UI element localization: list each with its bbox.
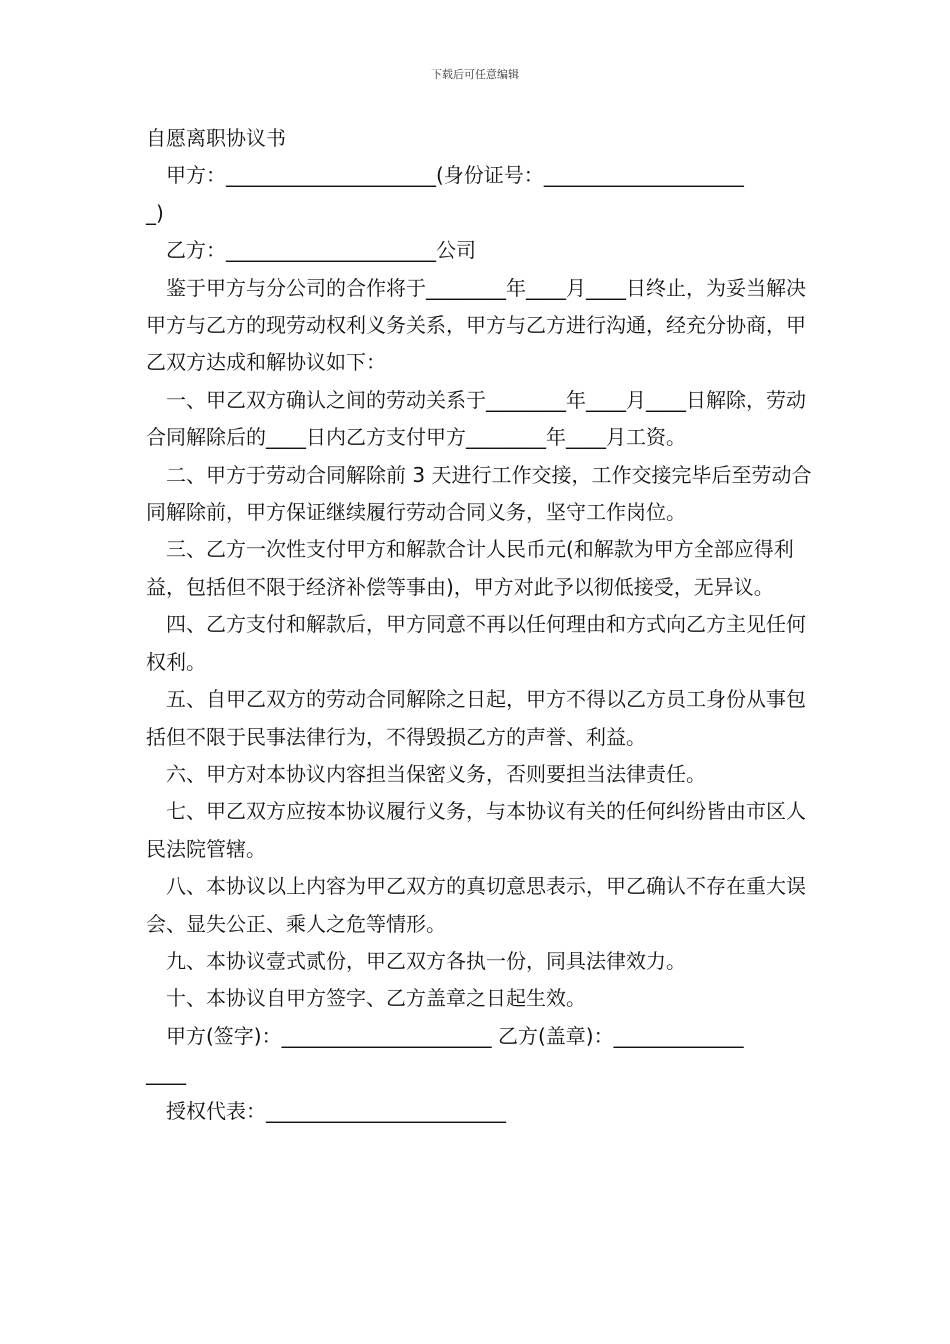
clause-3: 三、乙方一次性支付甲方和解款合计人民币元(和解款为甲方全部应得利益，包括但不限于经济补偿等事由)，甲方对此予以彻低接受，无异议。 (146, 537, 794, 599)
document-title: 自愿离职协议书 (146, 126, 286, 150)
clause-9: 九、本协议壹式贰份，甲乙双方各执一份，同具法律效力。 (166, 948, 686, 973)
party-a-line (146, 157, 816, 194)
party-a-name-blank[interactable]: _____________________ (226, 163, 436, 188)
clause-6: 六、甲方对本协议内容担当保密义务，否则要担当法律责任。 (166, 761, 706, 786)
party-b-label: 乙方： (166, 238, 226, 263)
party-b-seal-blank-cont[interactable]: ____ (146, 1061, 186, 1086)
party-b-seal-blank[interactable]: _____________ (613, 1023, 744, 1048)
party-a-sign-label: 甲方(签字)： (166, 1023, 282, 1048)
intro-paragraph: 鉴于甲方与分公司的合作将于________年____月____日终止，为妥当解决甲方与乙方的现劳动权利义务关系，甲方与乙方进行沟通，经充分协商，甲乙双方达成和解协议如下： (146, 275, 806, 375)
party-b-line (146, 232, 816, 269)
company-suffix: 公司 (436, 238, 476, 263)
clause-1: 一、甲乙双方确认之间的劳动关系于________年____月____日解除，劳动合同解除后的____日内乙方支付甲方________年____月工资。 (146, 387, 806, 450)
id-number-label: (身份证号： (436, 163, 544, 188)
party-b-name-blank[interactable]: _____________________ (226, 238, 436, 263)
id-number-blank[interactable]: ____________________ (543, 163, 744, 188)
party-b-seal-label: 乙方(盖章)： (497, 1023, 614, 1048)
clause-10: 十、本协议自甲方签字、乙方盖章之日起生效。 (166, 986, 586, 1011)
representative-label: 授权代表： (166, 1098, 266, 1123)
representative-line (146, 1093, 816, 1130)
document-body (146, 120, 816, 1130)
clause-7: 七、甲乙双方应按本协议履行义务，与本协议有关的任何纠纷皆由市区人民法院管辖。 (146, 799, 806, 861)
page-header: 下载后可任意编辑 (431, 68, 519, 81)
signature-line (146, 1018, 816, 1055)
party-a-line-end: _) (146, 200, 164, 225)
clause-8: 八、本协议以上内容为甲乙双方的真切意思表示，甲乙确认不存在重大误会、显失公正、乘人之危等情形。 (146, 874, 806, 936)
clause-2: 二、甲方于劳动合同解除前 3 天进行工作交接，工作交接完毕后至劳动合同解除前，甲方保证继续履行劳动合同义务，坚守工作岗位。 (146, 462, 812, 525)
clause-4: 四、乙方支付和解款后，甲方同意不再以任何理由和方式向乙方主见任何权利。 (146, 612, 806, 674)
representative-blank[interactable]: ________________________ (266, 1098, 506, 1123)
clause-5: 五、自甲乙双方的劳动合同解除之日起，甲方不得以乙方员工身份从事包括但不限于民事法律行为，不得毁损乙方的声誉、利益。 (146, 687, 806, 749)
party-a-sign-blank[interactable]: _____________________ (281, 1023, 492, 1048)
party-a-label: 甲方： (166, 163, 226, 188)
